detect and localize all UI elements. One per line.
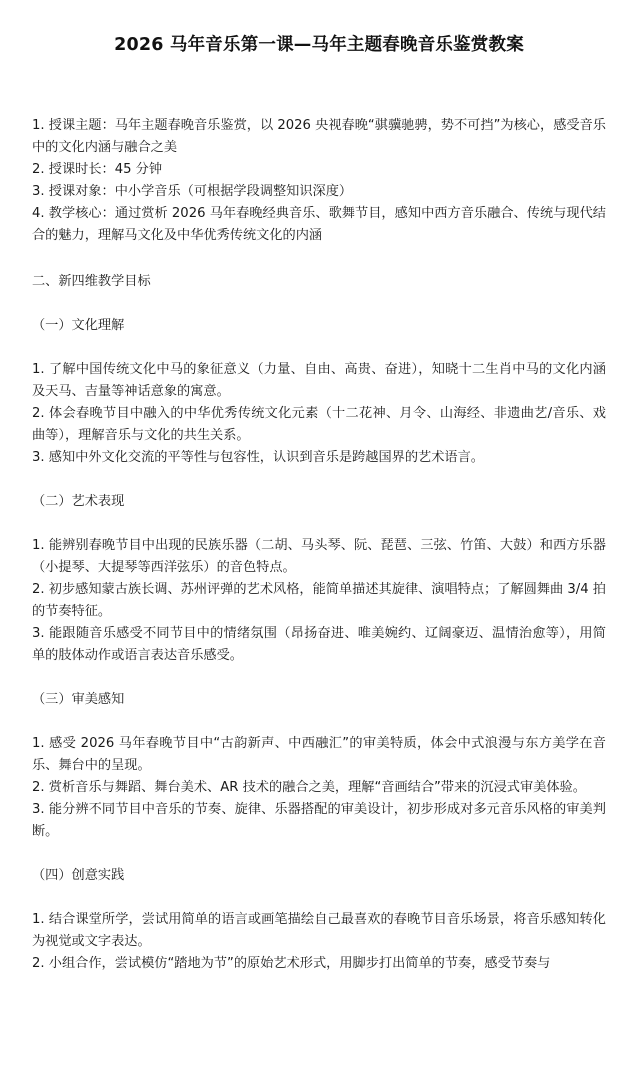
section-culture (32, 315, 606, 469)
section-heading-culture: （一）文化理解 (32, 318, 125, 333)
basic-info-topic: 1. 授课主题：马年主题春晚音乐鉴赏，以 2026 央视春晚“骐骥驰骋，势不可挡”为核心，感受音乐中的文化内涵与融合之美 (32, 118, 606, 155)
objectives-heading: 二、新四维教学目标 (32, 274, 151, 289)
section-art (32, 491, 606, 667)
art-item-2: 2. 初步感知蒙古族长调、苏州评弹的艺术风格，能简单描述其旋律、演唱特点；了解圆舞曲 3/4 拍的节奏特征。 (32, 582, 606, 619)
section-aesthetic (32, 689, 606, 843)
creative-item-2: 2. 小组合作，尝试模仿“踏地为节”的原始艺术形式，用脚步打出简单的节奏，感受节奏与 (32, 956, 551, 971)
aesthetic-item-3: 3. 能分辨不同节目中音乐的节奏、旋律、乐器搭配的审美设计，初步形成对多元音乐风格的审美判断。 (32, 802, 606, 839)
section-heading-aesthetic: （三）审美感知 (32, 692, 125, 707)
culture-item-2: 2. 体会春晚节目中融入的中华优秀传统文化元素（十二花神、月令、山海经、非遗曲艺/音乐、戏曲等），理解音乐与文化的共生关系。 (32, 406, 606, 443)
section-heading-art: （二）艺术表现 (32, 494, 125, 509)
document-body (32, 115, 606, 975)
aesthetic-item-1: 1. 感受 2026 马年春晚节目中“古韵新声、中西融汇”的审美特质，体会中式浪漫与东方美学在音乐、舞台中的呈现。 (32, 736, 606, 773)
creative-item-1: 1. 结合课堂所学，尝试用简单的语言或画笔描绘自己最喜欢的春晚节目音乐场景，将音乐感知转化为视觉或文字表达。 (32, 912, 606, 949)
document-title: 2026 马年音乐第一课—马年主题春晚音乐鉴赏教案 (114, 35, 524, 55)
basic-info-audience: 3. 授课对象：中小学音乐（可根据学段调整知识深度） (32, 184, 353, 199)
basic-info (32, 115, 606, 247)
culture-item-3: 3. 感知中外文化交流的平等性与包容性，认识到音乐是跨越国界的艺术语言。 (32, 450, 484, 465)
basic-info-duration: 2. 授课时长：45 分钟 (32, 162, 163, 177)
culture-item-1: 1. 了解中国传统文化中马的象征意义（力量、自由、高贵、奋进），知晓十二生肖中马的文化内涵及天马、吉量等神话意象的寓意。 (32, 362, 606, 399)
art-item-1: 1. 能辨别春晚节目中出现的民族乐器（二胡、马头琴、阮、琵琶、三弦、竹笛、大鼓）和西方乐器（小提琴、大提琴等西洋弦乐）的音色特点。 (32, 538, 606, 575)
section-heading-creative: （四）创意实践 (32, 868, 125, 883)
basic-info-core: 4. 教学核心：通过赏析 2026 马年春晚经典音乐、歌舞节目，感知中西方音乐融合、传统与现代结合的魅力，理解马文化及中华优秀传统文化的内涵 (32, 206, 606, 243)
aesthetic-item-2: 2. 赏析音乐与舞蹈、舞台美术、AR 技术的融合之美，理解“音画结合”带来的沉浸式审美体验。 (32, 780, 586, 795)
art-item-3: 3. 能跟随音乐感受不同节目中的情绪氛围（昂扬奋进、唯美婉约、辽阔豪迈、温情治愈等），用简单的肢体动作或语言表达音乐感受。 (32, 626, 606, 663)
section-creative (32, 865, 606, 975)
